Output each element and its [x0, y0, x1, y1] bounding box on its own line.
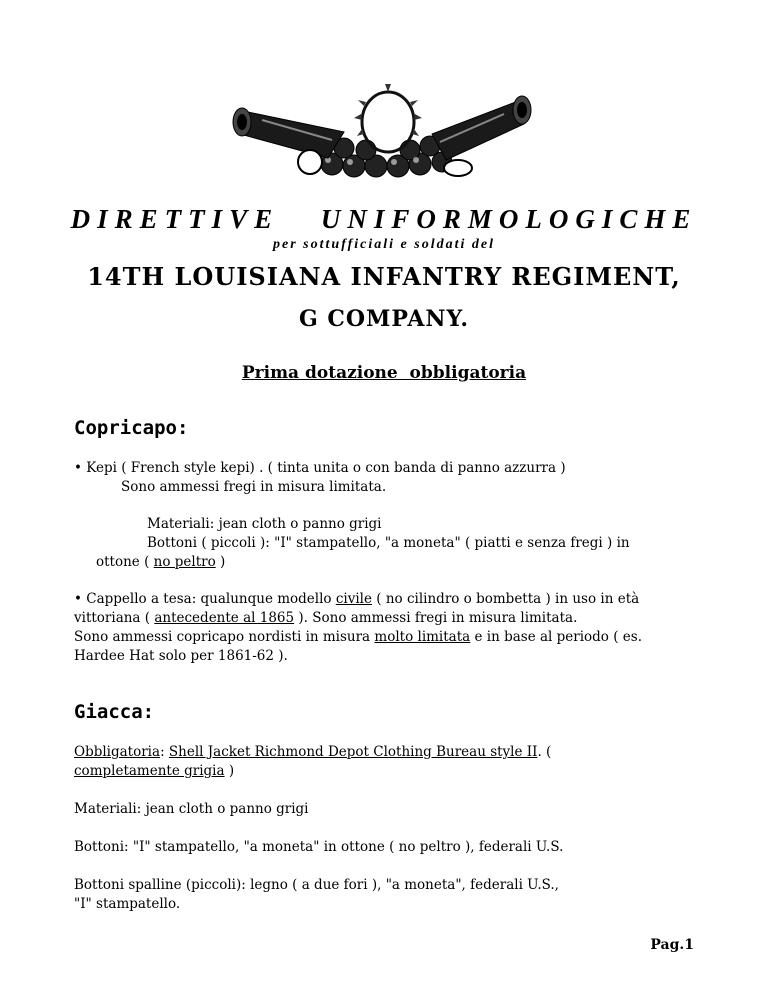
kepi-line-2: Sono ammessi fregi in misura limitata. — [121, 479, 387, 495]
cappello-line-1: • Cappello a tesa: qualunque modello civile ( no cilindro o bombetta ) in uso in età — [74, 591, 640, 607]
cannons-emblem-icon — [232, 76, 532, 188]
copricapo-heading: Copricapo: — [74, 417, 189, 439]
giacca-spalline-line-1: Bottoni spalline (piccoli): legno ( a due fori ), "a moneta", federali U.S., — [74, 877, 559, 893]
regiment-name: 14TH LOUISIANA INFANTRY REGIMENT, — [87, 262, 681, 291]
copricapo-bottoni-line-1: Bottoni ( piccoli ): "I" stampatello, "a moneta" ( piatti e senza fregi ) in — [147, 535, 630, 551]
document-title: DIRETTIVE UNIFORMOLOGICHE — [70, 204, 698, 234]
page-number: Pag.1 — [650, 937, 694, 953]
nordisti-line-1: Sono ammessi copricapo nordisti in misura molto limitata e in base al periodo ( es. — [74, 629, 642, 645]
document-subtitle: per sottufficiali e soldati del — [273, 237, 495, 252]
giacca-heading: Giacca: — [74, 701, 155, 723]
giacca-obbligatoria-line-1: Obbligatoria: Shell Jacket Richmond Depot Clothing Bureau style II. ( — [74, 744, 552, 760]
no-peltro-underline: no peltro — [153, 554, 216, 570]
copricapo-bottoni-line-2: ottone ( no peltro ) — [96, 554, 226, 570]
giacca-materiali: Materiali: jean cloth o panno grigi — [74, 801, 309, 817]
copricapo-materiali: Materiali: jean cloth o panno grigi — [147, 516, 382, 532]
kepi-line-1: • Kepi ( French style kepi) . ( tinta unita o con banda di panno azzurra ) — [74, 460, 566, 476]
cappello-line-2: vittoriana ( antecedente al 1865 ). Sono ammessi fregi in misura limitata. — [74, 610, 578, 626]
section-title: Prima dotazione obbligatoria — [241, 363, 527, 383]
giacca-bottoni: Bottoni: "I" stampatello, "a moneta" in ottone ( no peltro ), federali U.S. — [74, 839, 564, 855]
giacca-obbligatoria-line-2: completamente grigia ) — [74, 763, 235, 779]
giacca-spalline-line-2: "I" stampatello. — [74, 896, 181, 912]
nordisti-line-2: Hardee Hat solo per 1861-62 ). — [74, 648, 288, 664]
company-name: G COMPANY. — [298, 306, 470, 332]
